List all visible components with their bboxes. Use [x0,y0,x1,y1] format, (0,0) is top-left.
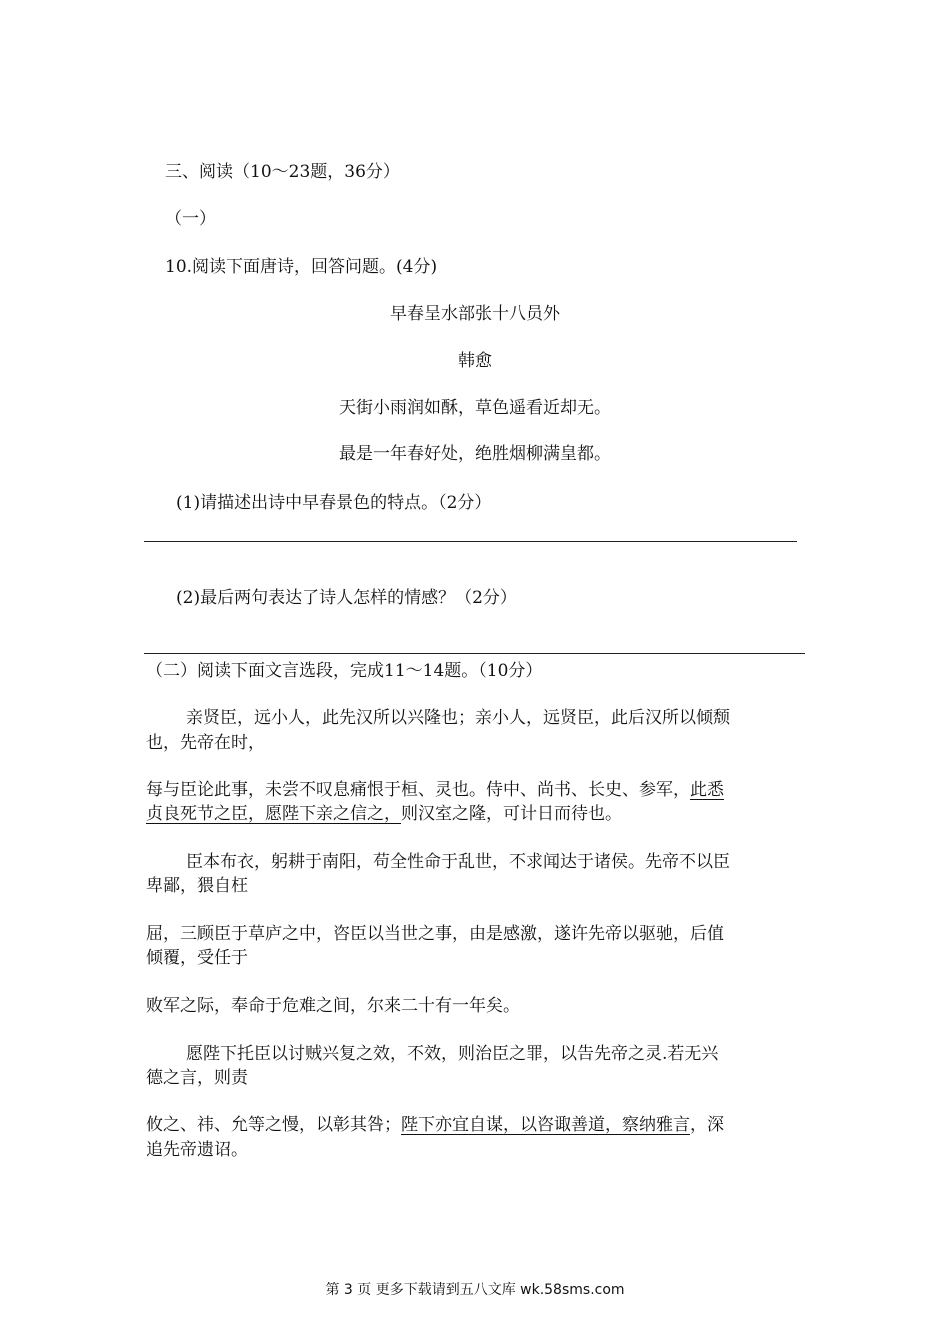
poem-line-1: 天街小雨润如酥，草色遥看近却无。 [339,398,611,418]
passage-p7-line-1-text-a: 攸之、祎、允等之慢，以彰其咎； [146,1115,401,1135]
sub-question-2: (2)最后两句表达了诗人怎样的情感？（2分） [176,588,517,608]
passage-p1-line-1: 亲贤臣，远小人，此先汉所以兴隆也；亲小人，远贤臣，此后汉所以倾颓 [186,708,730,728]
passage-p2-line-1-text: 每与臣论此事，未尝不叹息痛恨于桓、灵也。侍中、尚书、长史、参军， [146,780,690,800]
passage-p1-line-2: 也，先帝在时， [146,733,265,753]
passage-p7-line-1-text-b: ，深 [690,1115,724,1135]
passage-p2-line-2-text: 则汉室之隆，可计日而待也。 [401,804,622,824]
passage-p6-line-1: 愿陛下托臣以讨贼兴复之效，不效，则治臣之罪，以告先帝之灵.若无兴 [186,1044,719,1064]
answer-line-2 [144,653,805,654]
page-footer: 第 3 页 更多下载请到五八文库 wk.58sms.com [325,1282,625,1298]
passage-p4-line-2: 倾覆，受任于 [146,948,248,968]
poem-title: 早春呈水部张十八员外 [390,304,560,324]
underlined-phrase-2: 陛下亦宜自谋，以咨诹善道，察纳雅言 [401,1115,690,1135]
part-two-heading: （二）阅读下面文言选段，完成11～14题。（10分） [146,661,543,681]
passage-p7-line-1 [146,1113,724,1137]
passage-p5-line-1: 败军之际，奉命于危难之间，尔来二十有一年矣。 [146,996,520,1016]
passage-p6-line-2: 德之言，则责 [146,1068,248,1088]
sub-question-1: (1)请描述出诗中早春景色的特点。（2分） [176,493,492,513]
passage-p2-line-1 [146,778,724,802]
passage-p3-line-1: 臣本布衣，躬耕于南阳，苟全性命于乱世，不求闻达于诸侯。先帝不以臣 [186,852,730,872]
section-heading: 三、阅读（10～23题，36分） [165,162,400,182]
poem-line-2: 最是一年春好处，绝胜烟柳满皇都。 [339,444,611,464]
poem-author: 韩愈 [458,351,492,371]
answer-line-1 [144,541,797,542]
passage-p7-line-2: 追先帝遗诏。 [146,1140,248,1160]
question-10: 10.阅读下面唐诗，回答问题。(4分) [165,257,438,277]
passage-p4-line-1: 屈，三顾臣于草庐之中，咨臣以当世之事，由是感激，遂许先帝以驱驰，后值 [146,924,724,944]
part-one-label: （一） [165,209,216,229]
underlined-phrase-1-start: 此悉 [690,780,724,800]
passage-p2-line-2 [146,802,622,826]
passage-p3-line-2: 卑鄙，猥自枉 [146,876,248,896]
underlined-phrase-1-end: 贞良死节之臣，愿陛下亲之信之， [146,804,401,824]
